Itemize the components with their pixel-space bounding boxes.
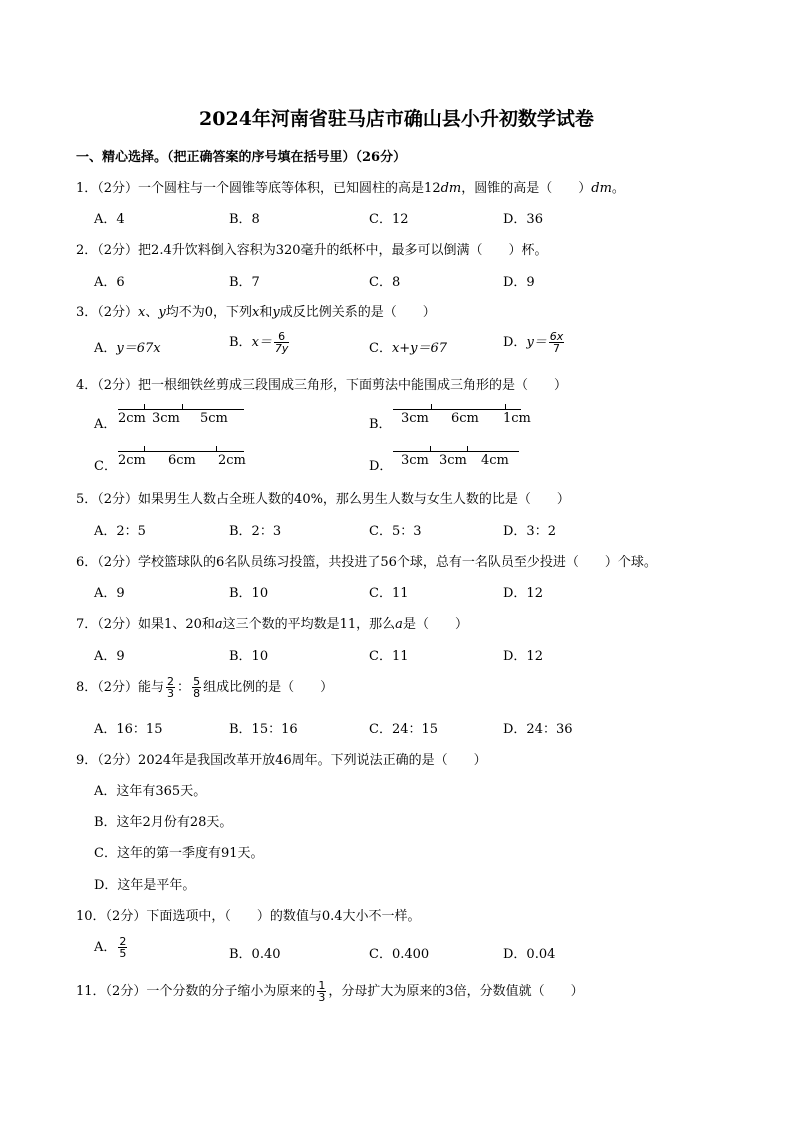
q6-option-c: C．11 xyxy=(369,586,409,601)
question-5: 5．（2分）如果男生人数占全班人数的40%，那么男生人数与女生人数的比是（ ） xyxy=(76,492,570,507)
q4-option-b: B． xyxy=(369,417,392,432)
q1-option-c: C．12 xyxy=(369,212,409,227)
question-3: 3．（2分）x、y均不为0，下列x和y成反比例关系的是（ ） xyxy=(76,305,436,320)
q4-option-d: D． xyxy=(369,459,393,474)
q6-option-a: A．9 xyxy=(94,586,125,601)
segment-label: 5cm xyxy=(200,411,228,426)
question-1: 1．（2分）一个圆柱与一个圆锥等底等体积，已知圆柱的高是12dm，圆锥的高是（ ）dm。 xyxy=(76,181,625,196)
question-11: 11．（2分）一个分数的分子缩小为原来的 $\frac{1}{3}$ ，分母扩大为原来的3倍，分数值就（ ） xyxy=(76,979,584,1004)
q9-option-b: B．这年2月份有28天。 xyxy=(94,815,233,830)
q3-option-a: A．y＝67x xyxy=(94,341,161,356)
segment-label: 4cm xyxy=(481,453,509,468)
segment-label: 3cm xyxy=(152,411,180,426)
q9-option-c: C．这年的第一季度有91天。 xyxy=(94,846,264,861)
q7-option-b: B．10 xyxy=(229,649,269,664)
q5-option-a: A．2：5 xyxy=(94,524,146,539)
q10-option-a: A． $\frac{2}{5}$ xyxy=(94,935,127,960)
question-6: 6．（2分）学校篮球队的6名队员练习投篮，共投进了56个球，总有一名队员至少投进（ ）个球。 xyxy=(76,555,657,570)
question-10: 10．（2分）下面选项中，（ ）的数值与0.4大小不一样。 xyxy=(76,909,421,924)
question-7: 7．（2分）如果1、20和a这三个数的平均数是11，那么a是（ ） xyxy=(76,617,468,632)
q5-option-c: C．5：3 xyxy=(369,524,422,539)
q3-option-d: D．y＝ $\frac{6x}{7}$ xyxy=(503,330,564,355)
q6-option-d: D．12 xyxy=(503,586,543,601)
q10-option-d: D．0.04 xyxy=(503,947,556,962)
q1-option-a: A．4 xyxy=(94,212,125,227)
segment-label: 2cm xyxy=(118,411,146,426)
segment-label: 1cm xyxy=(503,411,531,426)
segment-label: 3cm xyxy=(401,453,429,468)
question-8: 8．（2分）能与 $\frac{2}{3}$ ： $\frac{5}{8}$ 组成比例的是（ ） xyxy=(76,675,334,700)
fraction: $\frac{6}{7y}$ xyxy=(274,330,289,355)
fraction: $\frac{2}{5}$ xyxy=(119,935,127,960)
q7-option-a: A．9 xyxy=(94,649,125,664)
q1-option-b: B．8 xyxy=(229,212,260,227)
q3-option-c: C．x+y＝67 xyxy=(369,341,448,356)
question-9: 9．（2分）2024年是我国改革开放46周年。下列说法正确的是（ ） xyxy=(76,753,487,768)
q3-option-b: B．x＝ $\frac{6}{7y}$ xyxy=(229,330,289,355)
q2-option-a: A．6 xyxy=(94,275,125,290)
section-heading: 一、精心选择。（把正确答案的序号填在括号里）（26分） xyxy=(76,150,407,165)
q10-option-c: C．0.400 xyxy=(369,947,430,962)
q10-option-b: B．0.40 xyxy=(229,947,281,962)
segment-label: 6cm xyxy=(451,411,479,426)
q8-option-a: A．16：15 xyxy=(94,722,163,737)
q5-option-b: B．2：3 xyxy=(229,524,282,539)
fraction: $\frac{1}{3}$ xyxy=(318,979,326,1004)
segment-label: 2cm xyxy=(118,453,146,468)
q6-option-b: B．10 xyxy=(229,586,269,601)
segment-label: 6cm xyxy=(168,453,196,468)
q9-option-d: D．这年是平年。 xyxy=(94,878,196,893)
q4-option-c: C． xyxy=(94,459,117,474)
q5-option-d: D．3：2 xyxy=(503,524,556,539)
q2-option-c: C．8 xyxy=(369,275,401,290)
q8-option-c: C．24：15 xyxy=(369,722,439,737)
fraction: $\frac{2}{3}$ xyxy=(167,675,175,700)
question-4: 4．（2分）把一根细铁丝剪成三段围成三角形，下面剪法中能围成三角形的是（ ） xyxy=(76,378,568,393)
q8-option-b: B．15：16 xyxy=(229,722,298,737)
fraction: $\frac{5}{8}$ xyxy=(193,675,201,700)
q4-option-a: A． xyxy=(94,417,117,432)
fraction: $\frac{6x}{7}$ xyxy=(549,330,564,355)
page-title: 2024年河南省驻马店市确山县小升初数学试卷 xyxy=(199,108,594,130)
q1-option-d: D．36 xyxy=(503,212,543,227)
q2-option-d: D．9 xyxy=(503,275,535,290)
question-2: 2．（2分）把2.4升饮料倒入容积为320毫升的纸杯中，最多可以倒满（ ）杯。 xyxy=(76,243,548,258)
q2-option-b: B．7 xyxy=(229,275,260,290)
segment-label: 2cm xyxy=(218,453,246,468)
q9-option-a: A．这年有365天。 xyxy=(94,784,207,799)
q7-option-c: C．11 xyxy=(369,649,409,664)
segment-label: 3cm xyxy=(401,411,429,426)
q8-option-d: D．24：36 xyxy=(503,722,573,737)
segment-label: 3cm xyxy=(439,453,467,468)
q7-option-d: D．12 xyxy=(503,649,543,664)
